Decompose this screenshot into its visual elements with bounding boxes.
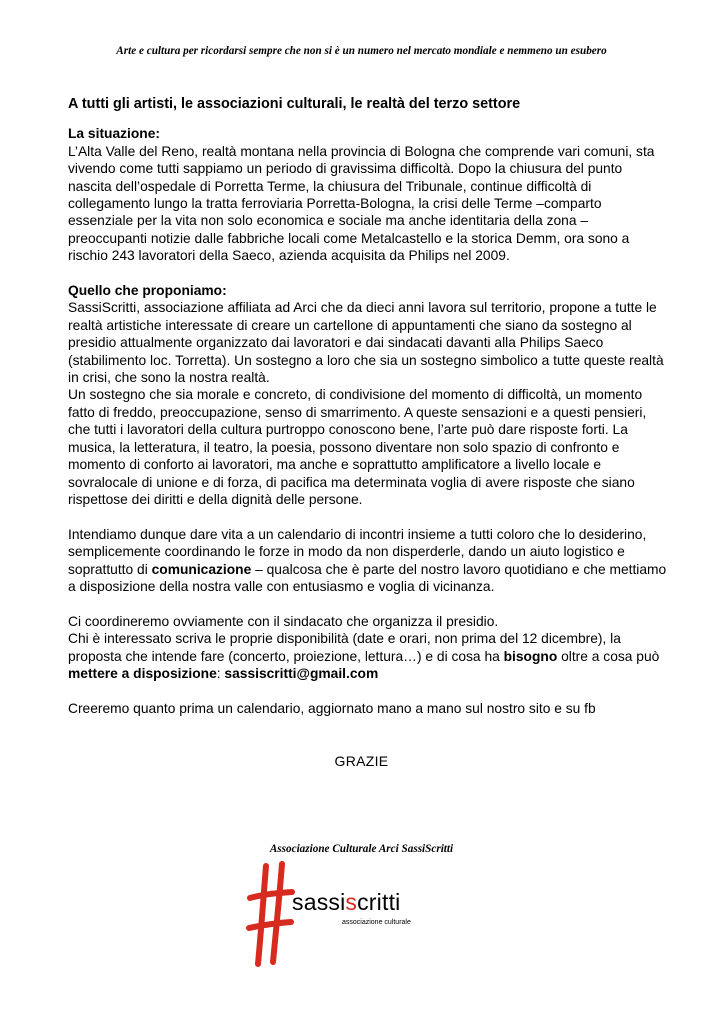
logo-subtitle: associazione culturale: [342, 919, 411, 926]
calendar-text-end: – qualcosa che è parte del nostro lavoro quotidiano e che mettiamo a disposizione della nostra valle con entusiasmo e voglia di vicinanza.: [68, 561, 667, 594]
letter-title: A tutti gli artisti, le associazioni culturali, le realtà del terzo settore: [68, 96, 521, 112]
header-motto: Arte e cultura per ricordarsi sempre che non si è un numero nel mercato mondiale e nemmeno un esubero: [116, 45, 607, 57]
proposal-heading: Quello che proponiamo:: [68, 283, 227, 299]
calendar-text: Intendiamo dunque dare vita a un calendario di incontri insieme a tutti coloro che lo desiderino, semplicemente coordinando le forze in modo da non disperderle, dando un aiuto logistico e soprattutto di: [68, 526, 647, 577]
letter-body: [68, 96, 668, 717]
hashtag-icon: [246, 860, 296, 970]
association-name: Associazione Culturale Arci SassiScritti: [269, 843, 454, 855]
proposal-paragraph-2: Un sostegno che sia morale e concreto, di condivisione del momento di difficoltà, un momento fatto di freddo, preoccupazione, senso di smarrimento. A queste sensazioni e a questi pensieri, che tutti i lavoratori della cultura purtroppo conoscono bene, l’arte può dare risposte forti. La musica, la letteratura, il teatro, la poesia, possono diventare non solo spazio di confronto e momento di conforto ai lavoratori, ma anche e soprattutto amplificatore a livello locale e sovralocale di unione e di forza, di pacifica ma determinata voglia di avere risposte che siano rispettose dei diritti e della dignità delle persone.: [68, 387, 647, 507]
contact-paragraph: [68, 630, 668, 682]
contact-text: Chi è interessato scriva le proprie disponibilità (date e orari, non prima del 12 dicembre), la proposta che intende fare (concerto, proiezione, lettura…) e di cosa ha: [68, 631, 621, 664]
contact-colon: :: [216, 665, 225, 681]
closing-line: Creeremo quanto prima un calendario, aggiornato mano a mano sul nostro sito e su fb: [68, 700, 596, 716]
contact-text-middle: oltre a cosa può: [557, 648, 660, 664]
calendar-paragraph: [68, 526, 668, 596]
thanks-text: GRAZIE: [334, 753, 389, 769]
contact-email[interactable]: sassiscritti@gmail.com: [224, 665, 379, 681]
coordination-line: Ci coordineremo ovviamente con il sindacato che organizza il presidio.: [68, 613, 499, 629]
proposal-paragraph-1: SassiScritti, associazione affiliata ad Arci che da dieci anni lavora sul territorio, propone a tutte le realtà artistiche interessate di creare un cartellone di appuntamenti che siano da sostegno al presidio attualmente organizzato dai lavoratori e dai sindacati davanti alla Philips Saeco (stabilimento loc. Torretta). Un sostegno a loro che sia un sostegno simbolico a tutte queste realtà in crisi, che sono la nostra realtà.: [68, 300, 664, 386]
offer-keyword: mettere a disposizione: [68, 665, 217, 681]
need-keyword: bisogno: [503, 648, 558, 664]
communication-keyword: comunicazione: [151, 561, 252, 577]
logo-wordmark: sassiscritti: [292, 889, 401, 915]
situation-heading: La situazione:: [68, 126, 160, 142]
situation-paragraph: L’Alta Valle del Reno, realtà montana nella provincia di Bologna che comprende vari comuni, sta vivendo come tutti sappiamo un periodo di gravissima difficoltà. Dopo la chiusura del punto nascita dell’ospedale di Porretta Terme, la chiusura del Tribunale, continue difficoltà di collegamento lungo la tratta ferroviaria Porretta-Bologna, la crisi delle Terme –comparto essenziale per la vita non solo economica e sociale ma anche identitaria della zona – preoccupanti notizie dalle fabbriche locali come Metalcastello e la storica Demm, ora sono a rischio 243 lavoratori della Saeco, azienda acquisita da Philips nel 2009.: [68, 143, 655, 264]
sassiscritti-logo: [246, 860, 446, 970]
